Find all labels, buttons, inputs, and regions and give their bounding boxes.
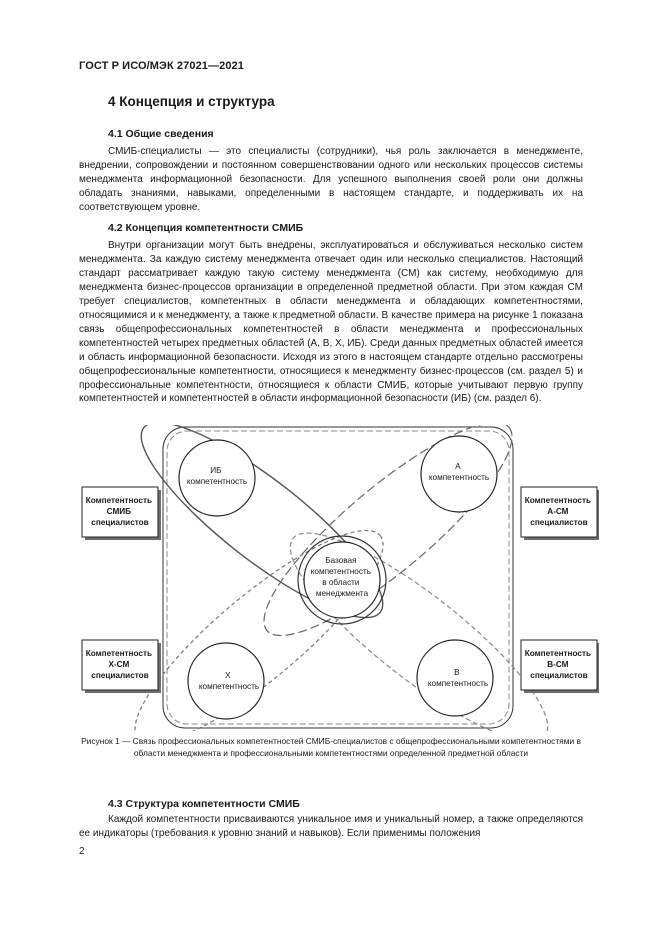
subsection-4-1-title: 4.1 Общие сведения bbox=[108, 128, 214, 140]
section-title: 4 Концепция и структура bbox=[108, 94, 275, 109]
competence-diagram bbox=[79, 425, 599, 731]
subsection-4-2-title: 4.2 Концепция компетентности СМИБ bbox=[108, 222, 304, 234]
subsection-4-3-title: 4.3 Структура компетентности СМИБ bbox=[108, 798, 300, 810]
figure-caption: Рисунок 1 — Связь профессиональных компетентностей СМИБ-специалистов с общепрофессиональными компетентностями в области менеджмента и профессиональными компетентностями определенной предметной области bbox=[81, 736, 581, 759]
label-b-circle: В компетентность bbox=[427, 668, 489, 688]
subsection-4-3-text: Каждой компетентности присваиваются уникальное имя и уникальный номер, а также определяются ее индикаторы (требования к уровню знаний и навыков). Если применимы положения bbox=[79, 814, 583, 839]
label-box-smib: Компетентность СМИБ специалистов bbox=[85, 496, 153, 527]
circle-x bbox=[188, 643, 264, 719]
document-header: ГОСТ Р ИСО/МЭК 27021—2021 bbox=[79, 60, 244, 72]
label-center-circle: Базовая компетентность в области менеджмента bbox=[310, 556, 371, 598]
label-x-circle: X компетентность bbox=[198, 671, 260, 691]
label-box-acm: Компетентность А-СМ специалистов bbox=[524, 496, 592, 527]
circle-b bbox=[417, 640, 493, 716]
subsection-4-1-text: СМИБ-специалисты — это специалисты (сотрудники), чья роль заключается в менеджменте, внедрении, сопровождении и постоянном совершенствовании одного или нескольких процессов системы менеджмента информационной безопасности. Для успешного выполнения своей роли они должны обладать знаниями, навыками, определенными в настоящем стандарте, и поддерживать их на соответствующем уровне. bbox=[79, 146, 583, 213]
page-number: 2 bbox=[79, 846, 85, 857]
label-box-bcm: Компетентность В-СМ специалистов bbox=[524, 649, 592, 680]
label-a-circle: А компетентность bbox=[428, 462, 490, 482]
label-ib-circle: ИБ компетентность bbox=[186, 466, 248, 486]
subsection-4-2-text: Внутри организации могут быть внедрены, эксплуатироваться и обслуживаться несколько систем менеджмента. За каждую систему менеджмента отвечает один или несколько специалистов. Настоящий стандарт рассматривает каждую такую систему менеджмента (СМ) как систему, необходимую для менеджмента бизнес-процессов организации в определенной предметной области. При этом каждая СМ требует специалистов, компетентных в области менеджмента и обладающих компетентностями, относящимися и к менеджменту, а также к предметной области. В качестве примера на рисунке 1 показана связь общепрофессиональных компетентностей в области менеджмента и профессиональных компетентностей четырех предметных областей (А, В, X, ИБ). Среди данных предметных областей имеется и область информационной безопасности. Исходя из этого в настоящем стандарте отдельно рассмотрены общепрофессиональные компетентности, относящиеся к менеджменту бизнес-процессов (см. раздел 5) и профессиональные компетентности, относящиеся к области СМИБ, которые учитывают первую группу компетентностей и компетентностей в области информационной безопасности (ИБ) (см. раздел 6). bbox=[79, 240, 583, 405]
label-box-xcm: Компетентность Х-СМ специалистов bbox=[85, 649, 153, 680]
